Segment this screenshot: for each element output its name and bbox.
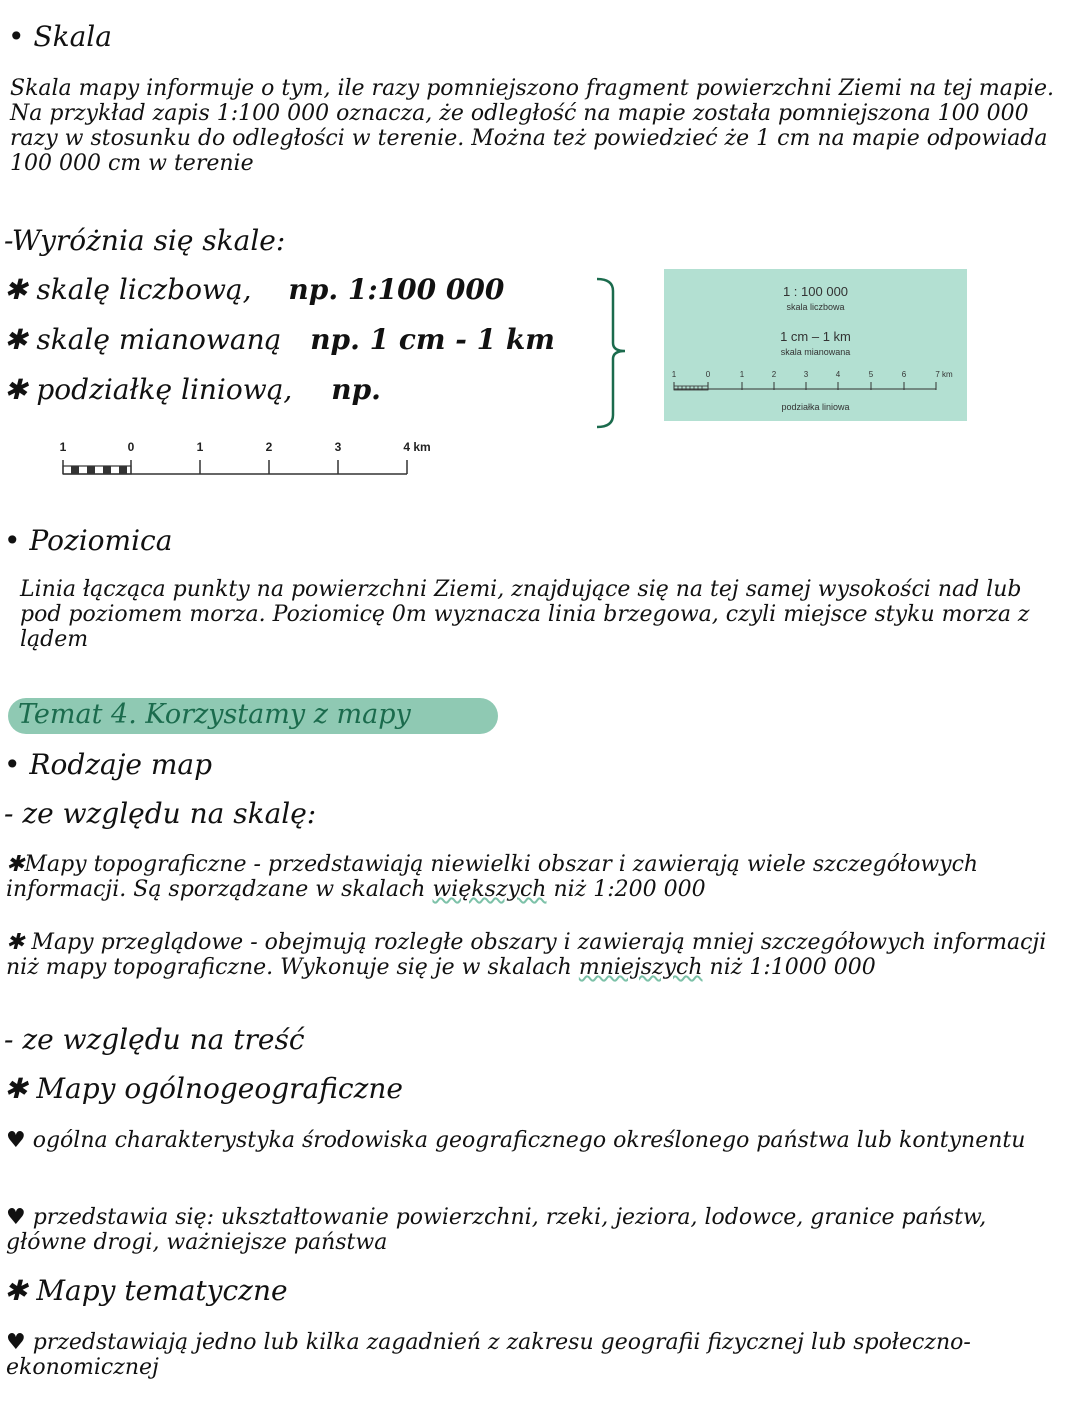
- by-scale-heading: - ze względu na skalę:: [4, 797, 317, 830]
- overview-maps-paragraph: [6, 930, 1068, 980]
- overview-text-end: niż 1:1000 000: [702, 955, 876, 980]
- topographic-text-end: niż 1:200 000: [546, 877, 706, 902]
- box-tick-label: 5: [868, 370, 874, 379]
- contour-paragraph: Linia łącząca punkty na powierzchni Ziemi, znajdujące się na tej samej wysokości nad lub pod poziomem morza. Poziomicę 0m wyznacza linia brzegowa, czyli miejsce styku morza z lądem: [20, 577, 1030, 652]
- named-scale-example: np. 1 cm - 1 km: [310, 323, 555, 356]
- box-linear-caption: podziałka liniowa: [781, 402, 850, 412]
- topic-title: Temat 4. Korzystamy z mapy: [18, 699, 411, 730]
- topographic-text: ✱Mapy topograficzne - przedstawiają niewielki obszar i zawierają wiele szczegółowych informacji. Są sporządzane w skalach: [6, 852, 979, 902]
- scale-types-intro: -Wyróżnia się skale:: [4, 224, 286, 257]
- box-tick-label: 1: [739, 370, 745, 379]
- by-content-heading: - ze względu na treść: [4, 1023, 305, 1056]
- box-tick-label: 3: [803, 370, 809, 379]
- topographic-emphasis: większych: [432, 877, 547, 902]
- ruler-tick-label: 3: [334, 440, 342, 454]
- linear-scale-example: np.: [331, 373, 381, 406]
- box-tick-label: 6: [901, 370, 907, 379]
- topographic-maps-paragraph: [6, 852, 1066, 902]
- numeric-scale-label: ✱ skalę liczbową,: [4, 273, 252, 306]
- bracket-icon: [595, 277, 635, 429]
- ruler-tick-label: 1: [196, 440, 204, 454]
- box-tick-label: 7 km: [935, 370, 953, 379]
- box-named-scale: 1 cm – 1 km: [780, 329, 851, 344]
- ruler-tick-label: 2: [265, 440, 273, 454]
- box-numeric-caption: skala liczbowa: [786, 302, 845, 312]
- box-named-caption: skala mianowana: [780, 347, 851, 357]
- box-tick-label: 4: [835, 370, 841, 379]
- general-maps-heading: ✱ Mapy ogólnogeograficzne: [4, 1072, 403, 1105]
- numeric-scale-item: [4, 273, 504, 306]
- thematic-maps-description: ♥ przedstawiają jedno lub kilka zagadnień z zakresu geografii fizycznej lub społeczno-ekonomicznej: [6, 1330, 971, 1380]
- section-heading-contour: • Poziomica: [4, 524, 173, 557]
- section-heading-scale: • Skala: [8, 20, 112, 53]
- box-tick-label: 0: [705, 370, 711, 379]
- general-maps-contents: ♥ przedstawia się: ukształtowanie powierzchni, rzeki, jeziora, lodowce, granice państw, główne drogi, ważniejsze państwa: [6, 1205, 987, 1255]
- linear-scale-item: [4, 373, 381, 406]
- general-maps-description: ♥ ogólna charakterystyka środowiska geograficznego określonego państwa lub kontynentu: [6, 1128, 1026, 1153]
- ruler-tick-label: 0: [127, 440, 135, 454]
- box-linear-ruler: [664, 367, 967, 397]
- scale-paragraph: Skala mapy informuje o tym, ile razy pomniejszono fragment powierzchni Ziemi na tej mapie. Na przykład zapis 1:100 000 oznacza, że odległość na mapie została pomniejszona 100 000 razy w stosunku do odległości w terenie. Można też powiedzieć że 1 cm na mapie odpowiada 100 000 cm w terenie: [10, 76, 1055, 176]
- overview-emphasis: mniejszych: [578, 955, 703, 980]
- box-tick-label: 1: [671, 370, 677, 379]
- box-tick-label: 2: [771, 370, 777, 379]
- ruler-tick-label: 4 km: [403, 440, 431, 454]
- ruler-tick-label: 1: [59, 440, 67, 454]
- overview-text: ✱ Mapy przeglądowe - obejmują rozległe obszary i zawierają mniej szczegółowych informacji niż mapy topograficzne. Wykonuje się je w skalach: [6, 930, 1047, 980]
- numeric-scale-example: np. 1:100 000: [288, 273, 505, 306]
- section-heading-map-types: • Rodzaje map: [4, 748, 213, 781]
- linear-scale-ruler: [55, 440, 455, 485]
- topic-banner: [8, 698, 498, 734]
- scale-examples-box: [664, 269, 967, 421]
- named-scale-label: ✱ skalę mianowaną: [4, 323, 282, 356]
- linear-scale-label: ✱ podziałkę liniową,: [4, 373, 293, 406]
- named-scale-item: [4, 323, 555, 356]
- box-numeric-scale: 1 : 100 000: [782, 284, 849, 299]
- thematic-maps-heading: ✱ Mapy tematyczne: [4, 1274, 288, 1307]
